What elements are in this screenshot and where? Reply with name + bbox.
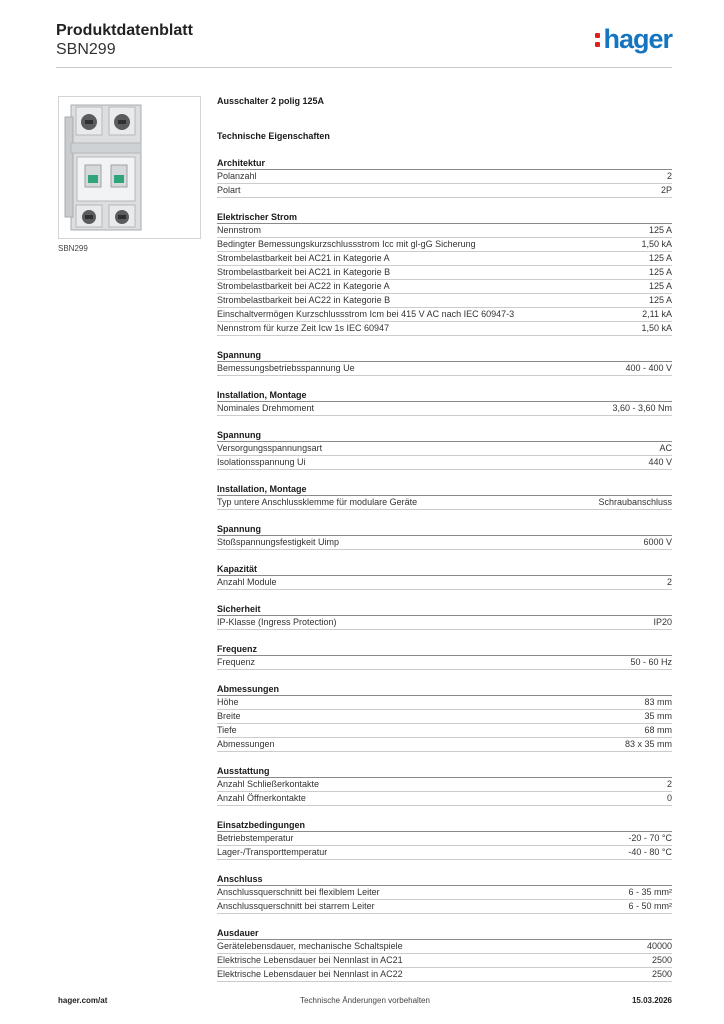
spec-group (217, 389, 672, 416)
section-heading: Technische Eigenschaften (217, 131, 330, 141)
spec-row (217, 266, 672, 280)
spec-label: Strombelastbarkeit bei AC22 in Kategorie A (217, 281, 390, 291)
footer-notice: Technische Änderungen vorbehalten (300, 996, 430, 1005)
spec-row (217, 616, 672, 630)
spec-value: 125 A (648, 267, 672, 277)
spec-value: 68 mm (644, 725, 672, 735)
spec-group-title: Ausdauer (217, 927, 672, 940)
spec-value: 1,50 kA (641, 323, 672, 333)
spec-row (217, 252, 672, 266)
spec-row (217, 900, 672, 914)
logo-text: hager (603, 24, 672, 54)
spec-label: Versorgungsspannungsart (217, 443, 323, 453)
spec-row (217, 362, 672, 376)
spec-value: -40 - 80 °C (628, 847, 672, 857)
spec-label: Anschlussquerschnitt bei flexiblem Leiter (217, 887, 380, 897)
spec-value: 83 x 35 mm (624, 739, 672, 749)
spec-label: Anzahl Module (217, 577, 277, 587)
spec-group (217, 563, 672, 590)
spec-label: Anzahl Öffnerkontakte (217, 793, 306, 803)
spec-value: 6 - 50 mm² (628, 901, 672, 911)
spec-group (217, 683, 672, 752)
spec-row (217, 954, 672, 968)
spec-label: Gerätelebensdauer, mechanische Schaltspiele (217, 941, 403, 951)
spec-row (217, 886, 672, 900)
spec-row (217, 846, 672, 860)
page-footer (58, 996, 672, 1008)
spec-row (217, 738, 672, 752)
spec-label: Einschaltvermögen Kurzschlussstrom Icm bei 415 V AC nach IEC 60947-3 (217, 309, 515, 319)
spec-label: Strombelastbarkeit bei AC21 in Kategorie B (217, 267, 391, 277)
spec-label: Breite (217, 711, 241, 721)
spec-label: Typ untere Anschlussklemme für modulare Geräte (217, 497, 418, 507)
spec-row (217, 832, 672, 846)
spec-label: Tiefe (217, 725, 237, 735)
spec-row (217, 792, 672, 806)
spec-group-title: Einsatzbedingungen (217, 819, 672, 832)
spec-group (217, 927, 672, 982)
spec-row (217, 576, 672, 590)
spec-value: 2500 (651, 955, 672, 965)
spec-row (217, 308, 672, 322)
spec-label: Nominales Drehmoment (217, 403, 315, 413)
footer-date: 15.03.2026 (631, 996, 672, 1005)
spec-label: Anschlussquerschnitt bei starrem Leiter (217, 901, 375, 911)
spec-label: Abmessungen (217, 739, 275, 749)
spec-group (217, 211, 672, 336)
spec-row (217, 456, 672, 470)
footer-website-link[interactable]: hager.com/at (58, 996, 108, 1005)
spec-label: Polart (217, 185, 241, 195)
spec-row (217, 170, 672, 184)
hager-logo (595, 24, 672, 55)
spec-value: 2P (660, 185, 672, 195)
spec-label: Höhe (217, 697, 239, 707)
image-caption: SBN299 (58, 244, 88, 253)
spec-row (217, 656, 672, 670)
spec-row (217, 184, 672, 198)
product-image (58, 96, 201, 239)
specification-content (217, 96, 672, 995)
spec-group (217, 429, 672, 470)
spec-value: 125 A (648, 253, 672, 263)
spec-label: Bedingter Bemessungskurzschlussstrom Icc mit gl-gG Sicherung (217, 239, 476, 249)
spec-row (217, 710, 672, 724)
spec-label: Bemessungsbetriebsspannung Ue (217, 363, 355, 373)
spec-row (217, 442, 672, 456)
spec-group (217, 873, 672, 914)
spec-group (217, 603, 672, 630)
spec-value: IP20 (653, 617, 672, 627)
spec-label: Strombelastbarkeit bei AC22 in Kategorie B (217, 295, 391, 305)
spec-group-title: Abmessungen (217, 683, 672, 696)
spec-value: 400 - 400 V (625, 363, 672, 373)
spec-groups (217, 157, 672, 982)
product-title: Ausschalter 2 polig 125A (217, 96, 325, 106)
spec-value: 1,50 kA (641, 239, 672, 249)
spec-group-title: Sicherheit (217, 603, 672, 616)
spec-row (217, 778, 672, 792)
spec-group (217, 523, 672, 550)
spec-label: Isolationsspannung Ui (217, 457, 306, 467)
spec-row (217, 968, 672, 982)
spec-row (217, 280, 672, 294)
spec-group-title: Kapazität (217, 563, 672, 576)
page-header (56, 22, 672, 68)
spec-value: 6000 V (643, 537, 672, 547)
spec-group-title: Installation, Montage (217, 483, 672, 496)
spec-value: 50 - 60 Hz (630, 657, 672, 667)
spec-row (217, 696, 672, 710)
switch-disconnector-icon (59, 97, 200, 238)
spec-value: 2,11 kA (642, 309, 672, 319)
spec-label: Elektrische Lebensdauer bei Nennlast in AC22 (217, 969, 403, 979)
spec-label: Elektrische Lebensdauer bei Nennlast in AC21 (217, 955, 403, 965)
spec-row (217, 224, 672, 238)
spec-value: 2 (666, 779, 672, 789)
spec-value: 35 mm (644, 711, 672, 721)
spec-group (217, 819, 672, 860)
spec-value: Schraubanschluss (598, 497, 672, 507)
spec-label: Nennstrom für kurze Zeit Icw 1s IEC 60947 (217, 323, 390, 333)
spec-row (217, 496, 672, 510)
spec-value: 3,60 - 3,60 Nm (612, 403, 672, 413)
spec-group-title: Installation, Montage (217, 389, 672, 402)
spec-value: 0 (666, 793, 672, 803)
spec-group-title: Architektur (217, 157, 672, 170)
spec-group-title: Spannung (217, 429, 672, 442)
spec-label: Strombelastbarkeit bei AC21 in Kategorie A (217, 253, 390, 263)
spec-group-title: Elektrischer Strom (217, 211, 672, 224)
spec-value: 2 (666, 171, 672, 181)
spec-label: Betriebstemperatur (217, 833, 294, 843)
spec-label: IP-Klasse (Ingress Protection) (217, 617, 337, 627)
spec-label: Frequenz (217, 657, 256, 667)
spec-row (217, 536, 672, 550)
spec-label: Stoßspannungsfestigkeit Uimp (217, 537, 340, 547)
spec-value: 125 A (648, 281, 672, 291)
spec-group-title: Frequenz (217, 643, 672, 656)
spec-row (217, 940, 672, 954)
spec-group (217, 157, 672, 198)
spec-group-title: Ausstattung (217, 765, 672, 778)
spec-value: 40000 (646, 941, 672, 951)
document-subtitle: SBN299 (56, 41, 116, 58)
spec-row (217, 402, 672, 416)
spec-group-title: Spannung (217, 349, 672, 362)
spec-group (217, 765, 672, 806)
spec-group (217, 643, 672, 670)
spec-value: 440 V (648, 457, 672, 467)
spec-value: 6 - 35 mm² (628, 887, 672, 897)
spec-row (217, 322, 672, 336)
spec-row (217, 724, 672, 738)
spec-group-title: Spannung (217, 523, 672, 536)
spec-value: 2500 (651, 969, 672, 979)
spec-value: 2 (666, 577, 672, 587)
spec-value: -20 - 70 °C (628, 833, 672, 843)
spec-row (217, 294, 672, 308)
document-title: Produktdatenblatt (56, 22, 193, 39)
spec-label: Nennstrom (217, 225, 262, 235)
spec-row (217, 238, 672, 252)
spec-label: Lager-/Transporttemperatur (217, 847, 328, 857)
spec-group (217, 483, 672, 510)
spec-value: 125 A (648, 295, 672, 305)
spec-label: Polanzahl (217, 171, 257, 181)
logo-dots-icon (595, 29, 602, 49)
spec-value: AC (659, 443, 672, 453)
spec-label: Anzahl Schließerkontakte (217, 779, 320, 789)
spec-value: 83 mm (644, 697, 672, 707)
spec-group (217, 349, 672, 376)
spec-value: 125 A (648, 225, 672, 235)
spec-group-title: Anschluss (217, 873, 672, 886)
